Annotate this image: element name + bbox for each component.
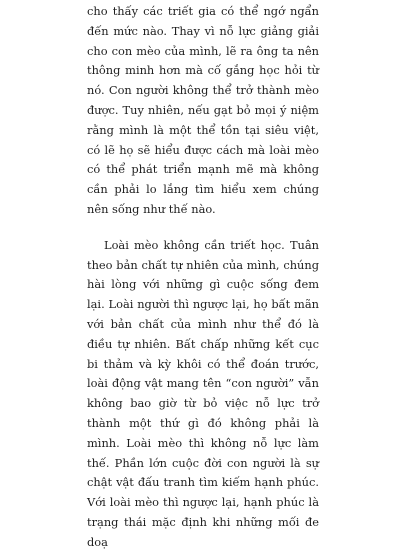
- paragraph-2: Loài mèo không cần triết học. Tuân theo bản chất tự nhiên của mình, chúng hài lòng với những gì cuộc sống đem lại. Loài người thì ngược lại, họ bất mãn với bản chất của mình như thể đó là điều tự nhiên. Bất chấp những kết cục bi thảm và kỳ khôi có thể đoán trước, loài động vật mang tên “con người” vẫn không bao giờ từ bỏ việc nỗ lực trở thành một thứ gì đó không phải là mình. Loài mèo thì không nỗ lực làm thế. Phần lớn cuộc đời con người là sự chật vật đấu tranh tìm kiếm hạnh phúc. Với loài mèo thì ngược lại, hạnh phúc là trạng thái mặc định khi những mối đe doạ: [87, 237, 319, 549]
- paragraph-1: cho thấy các triết gia có thể ngớ ngẩn đến mức nào. Thay vì nỗ lực giảng giải cho con mèo của mình, lẽ ra ông ta nên thông minh hơn mà cố gắng học hỏi từ nó. Con người không thể trở thành mèo được. Tuy nhiên, nếu gạt bỏ mọi ý niệm rằng mình là một thể tồn tại siêu việt, có lẽ họ sẽ hiểu được cách mà loài mèo có thể phát triển mạnh mẽ mà không cần phải lo lắng tìm hiểu xem chúng nên sống như thế nào.: [87, 4, 319, 216]
- paragraph-spacer: [87, 220, 319, 236]
- body-text: [87, 2, 319, 553]
